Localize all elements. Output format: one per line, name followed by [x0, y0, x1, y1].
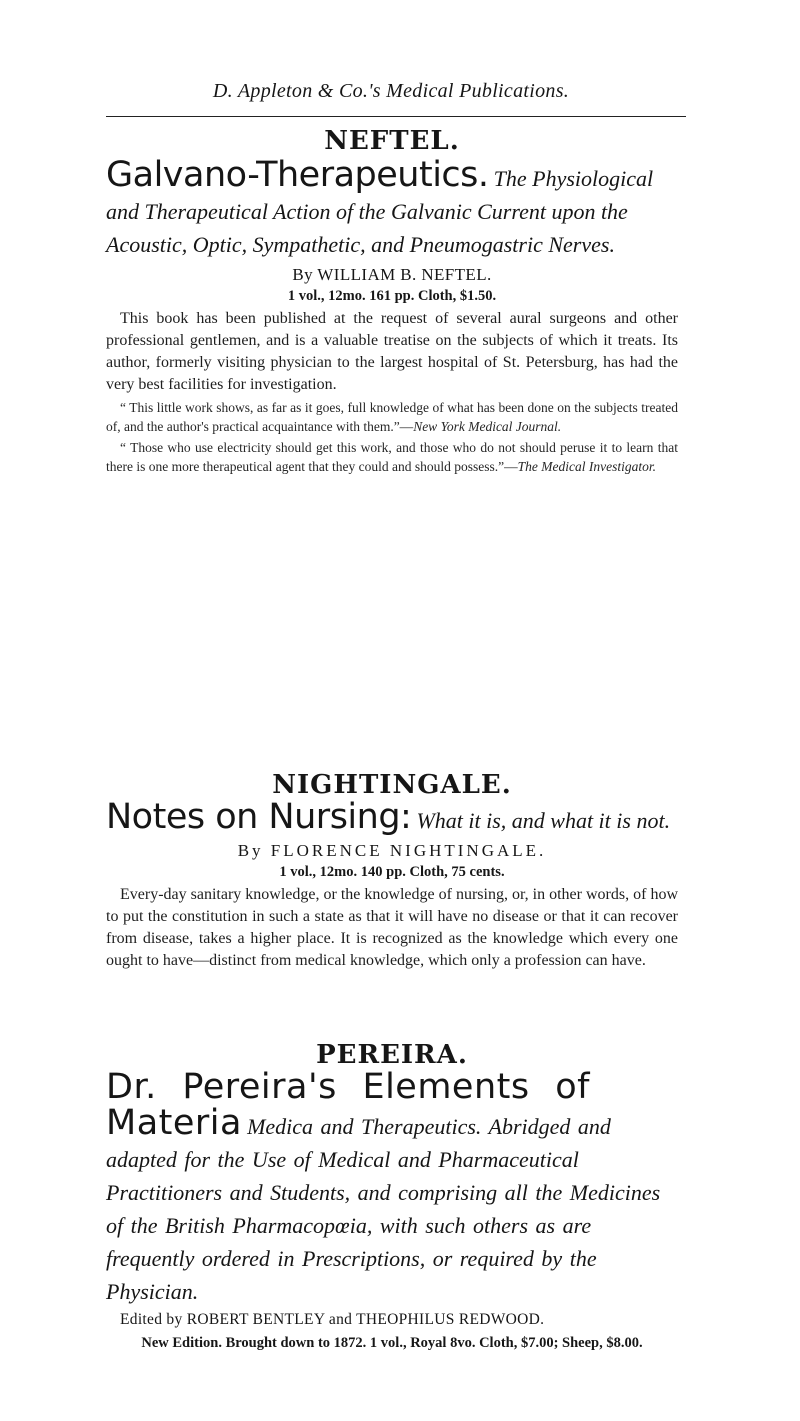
quote-source: The Medical Investigator.: [517, 459, 656, 474]
description: This book has been published at the request of several aural surgeons and other professional gentlemen, and is a valuable treatise on the subjects of which it treats. Its author, formerly visiting physician to the largest hospital of St. Petersburg, has had the very best facilities for investigation.: [106, 310, 678, 393]
publication-details: New Edition. Brought down to 1872. 1 vol., Royal 8vo. Cloth, $7.00; Sheep, $8.00.: [141, 1335, 643, 1351]
quote-text: “ This little work shows, as far as it goes, full knowledge of what has been done on the subjects treated of, and the author's practical acquaintance with them.”—: [106, 400, 678, 434]
title-block: [106, 797, 678, 838]
author-heading: NEFTEL.: [324, 126, 460, 156]
description: Every-day sanitary knowledge, or the knowledge of nursing, or, in other words, of how to put the constitution in such a state as that it will have no disease or that it can recover from disease, takes a higher place. It is recognized as the knowledge which every one ought to have—distinct from medical knowledge, which only a profession can have.: [106, 886, 678, 969]
author-heading: PEREIRA.: [316, 1040, 468, 1070]
book-title: Notes on Nursing:: [106, 797, 412, 837]
quote-source: New York Medical Journal.: [413, 419, 562, 434]
book-subtitle: Medica and Therapeutics. Abridged and adapted for the Use of Medical and Pharmaceutical Practitioners and Students, and comprising all the Medicines of the British Pharmacopœia, with such others as are frequently ordered in Prescriptions, or required by the Physician.: [106, 1114, 661, 1304]
byline: By FLORENCE NIGHTINGALE.: [237, 841, 547, 860]
publication-details: 1 vol., 12mo. 161 pp. Cloth, $1.50.: [287, 288, 497, 304]
running-head: D. Appleton & Co.'s Medical Publications.: [212, 80, 570, 102]
byline: Edited by ROBERT BENTLEY and THEOPHILUS REDWOOD.: [120, 1311, 545, 1328]
entry-nightingale: [106, 770, 678, 972]
book-title: Dr. Pereira's Elements of Materia: [106, 1067, 590, 1143]
review-quote: [106, 438, 678, 476]
book-title: Galvano-Therapeutics.: [106, 155, 489, 195]
byline: By WILLIAM B. NEFTEL.: [292, 265, 492, 284]
entry-neftel: [106, 126, 678, 476]
header-rule: [106, 116, 686, 117]
quote-text: “ Those who use electricity should get this work, and those who do not should peruse it to learn that there is one more therapeutical agent that they could and should possess.”—: [106, 440, 678, 474]
entry-pereira: [106, 1040, 678, 1353]
publication-details: 1 vol., 12mo. 140 pp. Cloth, 75 cents.: [279, 864, 505, 880]
title-block: [106, 1067, 678, 1309]
review-quote: [106, 398, 678, 436]
book-subtitle: The Physiological and Therapeutical Action of the Galvanic Current upon the Acoustic, Optic, Sympathetic, and Pneumogastric Nerves.: [106, 166, 654, 257]
author-heading: NIGHTINGALE.: [272, 770, 512, 800]
book-subtitle: What it is, and what it is not.: [416, 808, 671, 833]
title-block: [106, 155, 678, 262]
